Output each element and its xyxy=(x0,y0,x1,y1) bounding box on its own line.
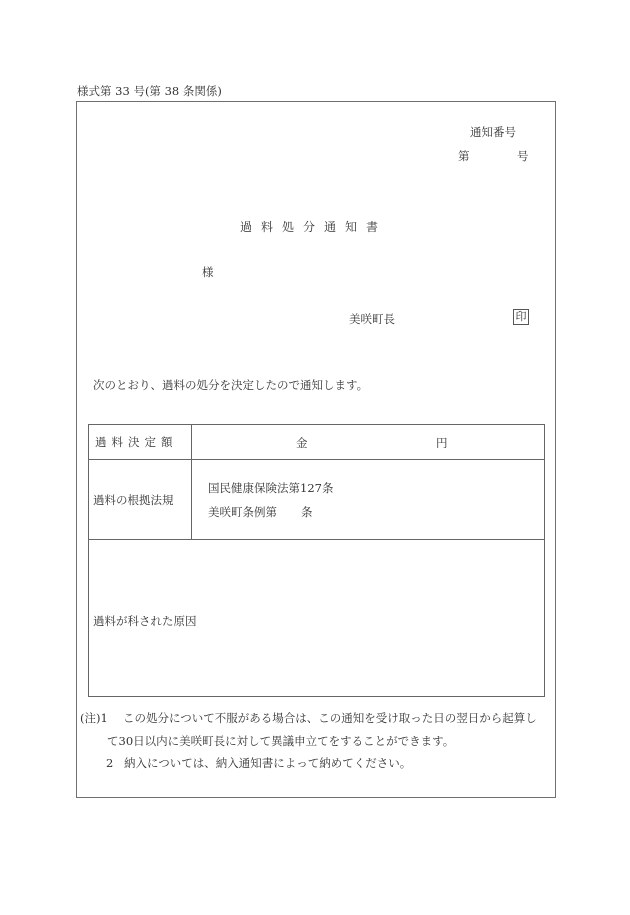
amount-kin: 金 xyxy=(296,436,308,450)
legal-basis-line1: 国民健康保険法第127条 xyxy=(208,480,334,495)
amount-value-cell xyxy=(192,425,545,460)
note-1-line-1 xyxy=(80,710,537,726)
notice-number-label: 通知番号 xyxy=(470,125,516,139)
form-number: 様式第 33 号(第 38 条関係) xyxy=(77,84,222,98)
note-2-number: 2 xyxy=(106,756,114,770)
legal-basis-line2 xyxy=(208,500,544,524)
ordinance-prefix: 美咲町条例第 xyxy=(208,504,277,519)
body-text: 次のとおり、過料の処分を決定したので通知します。 xyxy=(93,378,369,392)
document-title: 過料処分通知書 xyxy=(240,220,388,234)
addressee-honorific: 様 xyxy=(202,265,214,279)
notice-number-dai: 第 xyxy=(458,149,470,163)
notice-number-go: 号 xyxy=(517,149,529,163)
note-1-text: この処分について不服がある場合は、この通知を受け取った日の翌日から起算し xyxy=(123,711,537,725)
amount-yen: 円 xyxy=(436,436,448,450)
note-2-text: 納入については、納入通知書によって納めてください。 xyxy=(124,756,412,770)
note-prefix: (注)1 xyxy=(80,711,108,725)
table-row-amount xyxy=(89,425,545,460)
amount-label: 過料決定額 xyxy=(89,425,192,460)
issuer-name: 美咲町長 xyxy=(349,312,395,326)
note-1-line-2: て30日以内に美咲町長に対して異議申立てをすることができます。 xyxy=(107,734,455,748)
note-2 xyxy=(106,755,411,771)
legal-basis-value-cell xyxy=(192,460,545,540)
table-row-reason xyxy=(89,540,545,697)
fine-details-table xyxy=(88,424,545,697)
ordinance-suffix: 条 xyxy=(301,504,313,519)
legal-basis-label: 過料の根拠法規 xyxy=(89,460,192,540)
seal-icon: 印 xyxy=(513,309,529,325)
reason-label: 過料が科された原因 xyxy=(89,540,545,697)
table-row-legal-basis xyxy=(89,460,545,540)
